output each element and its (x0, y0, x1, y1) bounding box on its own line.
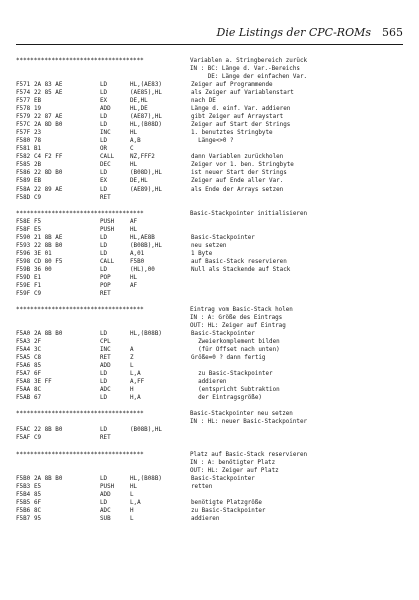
separator-stars: ************************************ (16, 411, 144, 418)
line-address: F581 (16, 146, 31, 153)
line-mnemonic: LD (100, 395, 108, 402)
line-address: F590 (16, 234, 31, 241)
line-address: F57C (16, 122, 31, 129)
line-bytes: C4 F2 FF (34, 154, 63, 161)
code-line (16, 258, 406, 266)
line-bytes: 2A 8B B0 (34, 475, 63, 482)
line-mnemonic: SUB (100, 515, 111, 522)
line-bytes: 95 (34, 515, 42, 522)
line-comment: Basic-Stackpointer (191, 475, 255, 482)
code-line (16, 177, 406, 185)
line-operand: (B08B),HL (130, 242, 162, 249)
line-comment: Basic-Stackpointer (191, 331, 255, 338)
line-operand: AF (130, 282, 138, 289)
line-mnemonic: LD (100, 379, 108, 386)
code-line (16, 378, 406, 386)
line-comment: Zweierkomplement bilden (191, 339, 280, 346)
line-bytes: 85 (34, 491, 42, 498)
line-address: F59E (16, 282, 31, 289)
line-mnemonic: OR (100, 146, 108, 153)
line-address: F57F (16, 130, 31, 137)
line-comment: als Zeiger auf Variablenstart (191, 90, 294, 97)
line-operand: L,A (130, 371, 141, 378)
line-comment: ist neuer Start der Strings (191, 170, 287, 177)
line-bytes: 19 (34, 106, 42, 113)
line-address: F574 (16, 90, 31, 97)
line-address: F5AF (16, 435, 31, 442)
line-bytes: 3C (34, 347, 42, 354)
page-number: 565 (382, 26, 403, 39)
line-operand: HL (130, 483, 138, 490)
line-bytes: 36 00 (34, 266, 52, 273)
code-line (16, 89, 406, 97)
line-operand: AF (130, 218, 138, 225)
line-address: F58D (16, 194, 31, 201)
blank-line (16, 443, 406, 451)
line-operand: HL,AE8B (130, 234, 155, 241)
section-header-line (16, 306, 406, 314)
line-bytes: 8C (34, 387, 42, 394)
code-line (16, 330, 406, 338)
line-address: F589 (16, 178, 31, 185)
code-line (16, 250, 406, 258)
code-line (16, 145, 406, 153)
line-bytes: 67 (34, 395, 42, 402)
line-mnemonic: DEC (100, 162, 111, 169)
line-operand: (AE87),HL (130, 114, 162, 121)
section-header-line (16, 57, 406, 65)
line-address: F598 (16, 258, 31, 265)
io-description: OUT: HL: Zeiger auf Eintrag (190, 323, 286, 330)
line-comment: (entspricht Subtraktion (191, 387, 280, 394)
line-address: F585 (16, 162, 31, 169)
page-header-title: Die Listings der CPC-ROMs (216, 26, 371, 39)
line-operand: (HL),00 (130, 266, 155, 273)
line-address: F586 (16, 170, 31, 177)
line-address: F593 (16, 242, 31, 249)
section-comment: Platz auf Basic-Stack reservieren (190, 451, 308, 458)
line-address: F59B (16, 266, 31, 273)
code-line (16, 370, 406, 378)
line-mnemonic: LD (100, 90, 108, 97)
code-line (16, 483, 406, 491)
line-operand: HL (130, 226, 138, 233)
line-operand: HL,(B08B) (130, 331, 162, 338)
line-mnemonic: RET (100, 355, 111, 362)
line-mnemonic: LD (100, 331, 108, 338)
line-comment: gibt Zeiger auf Arraystart (191, 114, 284, 121)
line-operand: (AE89),HL (130, 186, 162, 193)
line-bytes: EB (34, 98, 42, 105)
line-address: F5A8 (16, 379, 31, 386)
line-bytes: EB (34, 178, 42, 185)
line-address: F596 (16, 250, 31, 257)
code-line (16, 81, 406, 89)
line-operand: HL,(B08D) (130, 122, 162, 129)
line-operand: (B08D),HL (130, 170, 162, 177)
line-operand: H (130, 387, 134, 394)
line-operand: HL,DE (130, 106, 148, 113)
line-address: F578 (16, 106, 31, 113)
line-comment: Zeiger auf Programmende (191, 82, 273, 89)
line-mnemonic: ADC (100, 387, 111, 394)
page-header (0, 26, 419, 42)
line-address: F5A4 (16, 347, 31, 354)
section-comment: Eintrag vom Basic-Stack holen (190, 306, 293, 313)
line-address: F5B4 (16, 491, 31, 498)
code-line (16, 426, 406, 434)
line-comment: Basic-Stackpointer (191, 234, 255, 241)
line-comment: 1 Byte (191, 250, 213, 257)
line-mnemonic: LD (100, 242, 108, 249)
line-mnemonic: PUSH (100, 483, 115, 490)
line-mnemonic: LD (100, 475, 108, 482)
line-comment: dann Variablen zurückholen (191, 154, 284, 161)
io-description: IN : HL: neuer Basic-Stackpointer (190, 419, 308, 426)
code-line (16, 186, 406, 194)
code-line (16, 491, 406, 499)
separator-stars: ************************************ (16, 451, 144, 458)
section-comment: Variablen a. Stringbereich zurück (190, 58, 308, 64)
line-mnemonic: EX (100, 178, 108, 185)
line-mnemonic: PUSH (100, 226, 115, 233)
line-bytes: F1 (34, 282, 42, 289)
section-header-line (16, 210, 406, 218)
line-address: F59D (16, 274, 31, 281)
line-mnemonic: ADD (100, 491, 111, 498)
line-operand: HL,(B08B) (130, 475, 162, 482)
line-mnemonic: LD (100, 234, 108, 241)
header-divider (16, 44, 403, 45)
line-address: F5B6 (16, 507, 31, 514)
line-bytes: 3E FF (34, 379, 52, 386)
io-description-line (16, 314, 406, 322)
line-operand: HL,(AE83) (130, 82, 162, 89)
line-mnemonic: INC (100, 130, 111, 137)
code-line (16, 362, 406, 370)
code-line (16, 290, 406, 298)
code-line (16, 169, 406, 177)
line-bytes: 22 87 AE (34, 114, 63, 121)
code-line (16, 129, 406, 137)
code-line (16, 386, 406, 394)
line-bytes: C9 (34, 290, 42, 297)
line-bytes: 2A 8B B0 (34, 331, 63, 338)
line-comment: addieren (191, 515, 220, 522)
line-comment: zu Basic-Stackpointer (191, 507, 266, 514)
line-operand: H (130, 507, 134, 514)
io-description-line (16, 418, 406, 426)
separator-stars: ************************************ (16, 58, 144, 64)
line-address: F5AB (16, 395, 31, 402)
code-line (16, 266, 406, 274)
code-line (16, 121, 406, 129)
line-comment: Zeiger vor 1. ben. Stringbyte (191, 162, 294, 169)
line-operand: A,FF (130, 379, 145, 386)
io-description-line (16, 459, 406, 467)
line-comment: nach DE (191, 98, 216, 105)
line-mnemonic: LD (100, 371, 108, 378)
blank-line (16, 298, 406, 306)
assembly-listing (16, 57, 406, 523)
io-description: OUT: HL: Zeiger auf Platz (190, 467, 279, 474)
line-comment: Null als Stackende auf Stack (191, 266, 291, 273)
line-bytes: 6F (34, 499, 42, 506)
line-address: F5AC (16, 427, 31, 434)
io-description: DE: Länge der einfachen Var. (190, 74, 308, 81)
line-bytes: C9 (34, 435, 42, 442)
line-mnemonic: EX (100, 98, 108, 105)
line-address: F5B7 (16, 515, 31, 522)
line-address: F58F (16, 226, 31, 233)
line-bytes: CD 80 F5 (34, 258, 63, 265)
line-address: F5A7 (16, 371, 31, 378)
line-bytes: 22 8B B0 (34, 427, 63, 434)
line-operand: DE,HL (130, 98, 148, 105)
code-line (16, 226, 406, 234)
line-comment: Länge<>0 ? (191, 138, 234, 145)
section-comment: Basic-Stackpointer initialisieren (190, 210, 308, 217)
line-operand: L (130, 363, 134, 370)
code-line (16, 234, 406, 242)
line-comment: (für Offset nach unten) (191, 347, 280, 354)
code-line (16, 346, 406, 354)
code-line (16, 499, 406, 507)
line-bytes: B1 (34, 146, 42, 153)
line-bytes: C9 (34, 194, 42, 201)
code-line (16, 434, 406, 442)
line-bytes: 3E 01 (34, 250, 52, 257)
line-operand: H,A (130, 395, 141, 402)
line-bytes: 22 85 AE (34, 90, 63, 97)
line-address: F5A6 (16, 363, 31, 370)
line-operand: L (130, 515, 134, 522)
line-bytes: 22 8D B0 (34, 170, 63, 177)
code-line (16, 161, 406, 169)
code-line (16, 153, 406, 161)
io-description-line (16, 322, 406, 330)
code-line (16, 507, 406, 515)
line-bytes: 22 8B B0 (34, 242, 63, 249)
line-address: F5AA (16, 387, 31, 394)
io-description: IN : A: benötigter Platz (190, 459, 276, 466)
line-bytes: 23 (34, 130, 42, 137)
line-bytes: 2F (34, 339, 42, 346)
line-bytes: 78 (34, 138, 42, 145)
line-operand: HL (130, 162, 138, 169)
line-mnemonic: ADC (100, 507, 111, 514)
io-description-line (16, 65, 406, 73)
line-address: F59F (16, 290, 31, 297)
line-operand: Z (130, 355, 134, 362)
line-mnemonic: RET (100, 290, 111, 297)
line-comment: zu Basic-Stackpointer (191, 371, 273, 378)
line-mnemonic: LD (100, 250, 108, 257)
code-line (16, 354, 406, 362)
line-bytes: F5 (34, 218, 42, 225)
blank-line (16, 402, 406, 410)
line-mnemonic: POP (100, 282, 111, 289)
line-comment: neu setzen (191, 242, 227, 249)
line-bytes: 2A 83 AE (34, 82, 63, 89)
line-mnemonic: LD (100, 186, 108, 193)
line-mnemonic: LD (100, 427, 108, 434)
line-bytes: 2B (34, 162, 42, 169)
line-comment: benötigte Platzgröße (191, 499, 262, 506)
line-bytes: C8 (34, 355, 42, 362)
line-operand: A,B (130, 138, 141, 145)
line-comment: 1. benutztes Stringbyte (191, 130, 273, 137)
code-line (16, 282, 406, 290)
line-operand: (B08B),HL (130, 427, 162, 434)
io-description-line (16, 73, 406, 81)
line-operand: HL (130, 274, 138, 281)
line-mnemonic: INC (100, 347, 111, 354)
line-operand: L,A (130, 499, 141, 506)
line-mnemonic: LD (100, 170, 108, 177)
code-line (16, 475, 406, 483)
line-operand: F5B0 (130, 258, 145, 265)
line-address: F571 (16, 82, 31, 89)
line-mnemonic: CALL (100, 154, 115, 161)
line-bytes: 2A 8D B0 (34, 122, 63, 129)
line-address: F5A0 (16, 331, 31, 338)
line-comment: Zeiger auf Ende aller Var. (191, 178, 284, 185)
code-line (16, 137, 406, 145)
line-comment: auf Basic-Stack reservieren (191, 258, 287, 265)
section-header-line (16, 451, 406, 459)
line-operand: L (130, 491, 134, 498)
line-mnemonic: RET (100, 194, 111, 201)
line-comment: addieren (191, 379, 227, 386)
line-bytes: E5 (34, 483, 42, 490)
section-comment: Basic-Stackpointer neu setzen (190, 411, 293, 418)
separator-stars: ************************************ (16, 210, 144, 217)
line-address: F5A5 (16, 355, 31, 362)
line-operand: A (130, 347, 134, 354)
line-bytes: 85 (34, 363, 42, 370)
blank-line (16, 202, 406, 210)
line-mnemonic: CPL (100, 339, 111, 346)
line-address: F579 (16, 114, 31, 121)
line-bytes: 22 89 AE (34, 186, 63, 193)
io-description: IN : A: Größe des Eintrags (190, 315, 283, 321)
line-address: F5A3 (16, 339, 31, 346)
line-operand: HL (130, 130, 138, 137)
line-operand: DE,HL (130, 178, 148, 185)
code-line (16, 97, 406, 105)
code-line (16, 105, 406, 113)
line-operand: (AE85),HL (130, 90, 162, 97)
code-line (16, 242, 406, 250)
line-mnemonic: LD (100, 82, 108, 89)
line-comment: retten (191, 483, 213, 490)
line-bytes: E5 (34, 226, 42, 233)
line-mnemonic: LD (100, 114, 108, 121)
line-mnemonic: LD (100, 499, 108, 506)
line-mnemonic: POP (100, 274, 111, 281)
line-address: F582 (16, 154, 31, 161)
line-address: F577 (16, 98, 31, 105)
line-comment: Zeiger auf Start der Strings (191, 122, 291, 129)
line-address: F58A (16, 186, 31, 193)
line-comment: als Ende der Arrays setzen (191, 186, 284, 193)
line-operand: A,01 (130, 250, 145, 257)
line-bytes: 8C (34, 507, 42, 514)
line-comment: Länge d. einf. Var. addieren (191, 106, 291, 113)
code-line (16, 338, 406, 346)
code-line (16, 274, 406, 282)
line-address: F580 (16, 138, 31, 145)
line-bytes: E1 (34, 274, 42, 281)
line-comment: Größe=0 ? dann fertig (191, 355, 266, 362)
line-operand: NZ,FFF2 (130, 154, 155, 161)
line-address: F5B0 (16, 475, 31, 482)
code-line (16, 113, 406, 121)
code-line (16, 194, 406, 202)
line-address: F58E (16, 218, 31, 225)
io-description-line (16, 467, 406, 475)
line-mnemonic: PUSH (100, 218, 115, 225)
line-mnemonic: RET (100, 435, 111, 442)
line-address: F5B3 (16, 483, 31, 490)
code-line (16, 218, 406, 226)
separator-stars: ************************************ (16, 306, 144, 313)
line-bytes: 21 8B AE (34, 234, 63, 241)
code-line (16, 394, 406, 402)
line-comment: der Eintragsgröße) (191, 395, 262, 402)
line-mnemonic: LD (100, 266, 108, 273)
line-mnemonic: ADD (100, 363, 111, 370)
line-bytes: 6F (34, 371, 42, 378)
line-mnemonic: ADD (100, 106, 111, 113)
code-line (16, 515, 406, 523)
io-description: IN : BC: Länge d. Var.-Bereichs (190, 66, 300, 73)
line-mnemonic: LD (100, 122, 108, 129)
line-operand: C (130, 146, 134, 153)
line-mnemonic: LD (100, 138, 108, 145)
line-mnemonic: CALL (100, 258, 115, 265)
section-header-line (16, 410, 406, 418)
line-address: F5B5 (16, 499, 31, 506)
